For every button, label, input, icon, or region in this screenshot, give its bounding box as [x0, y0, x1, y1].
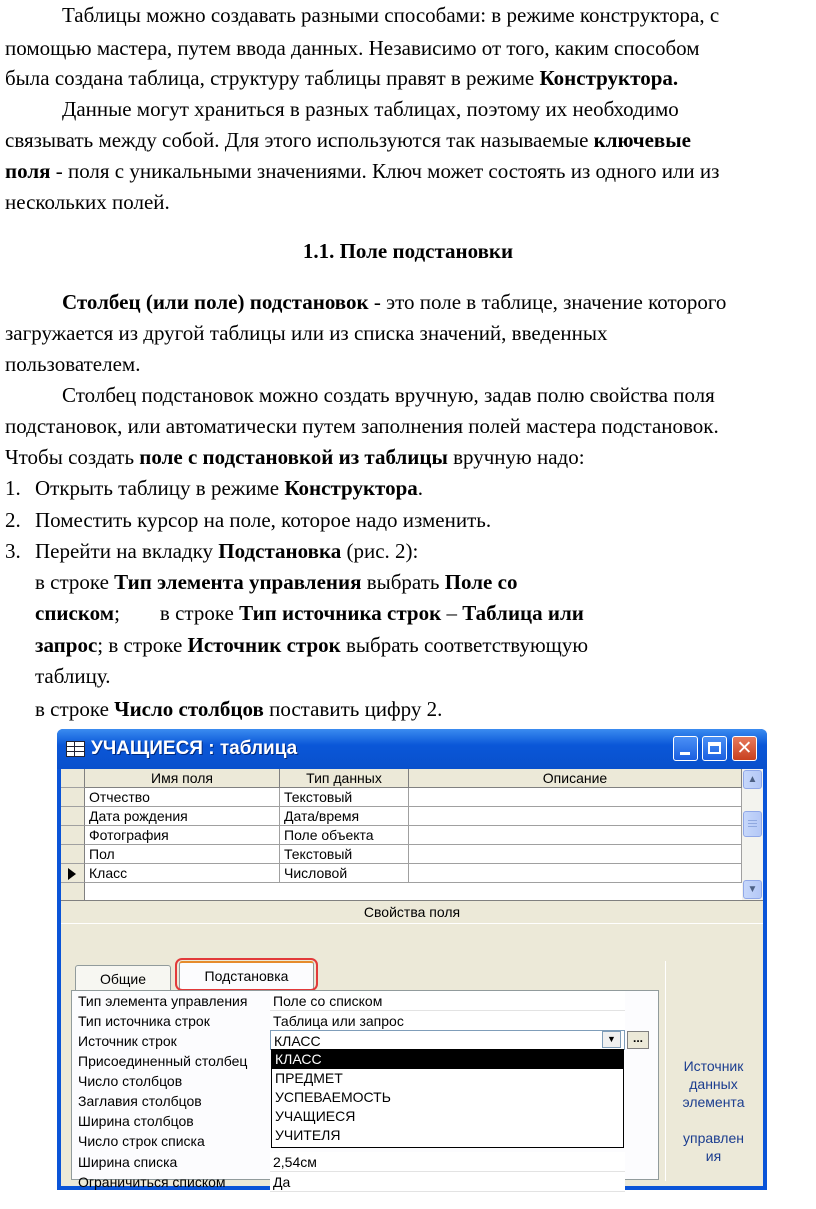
paragraph-4-line-3: Чтобы создать поле с подстановкой из таблицы вручную надо: [5, 445, 585, 469]
current-row-pointer-icon [68, 868, 76, 880]
table-row[interactable]: Текстовый [280, 788, 409, 807]
dropdown-option[interactable]: ПРЕДМЕТ [275, 1070, 343, 1086]
table-row[interactable]: Дата рождения [85, 807, 280, 826]
row-source-dropdown-list [271, 1049, 624, 1148]
property-label: Число столбцов [78, 1073, 183, 1089]
tab-general[interactable]: Общие [75, 965, 171, 991]
property-label: Тип источника строк [78, 1013, 210, 1029]
minimize-button[interactable] [673, 736, 698, 761]
paragraph-3-line-2: загружается из другой таблицы или из списка значений, введенных [5, 321, 608, 345]
table-row[interactable] [409, 826, 742, 845]
scroll-thumb[interactable] [743, 811, 762, 837]
table-row[interactable]: Пол [85, 845, 280, 864]
window-titlebar[interactable] [57, 729, 767, 769]
column-header-data-type[interactable]: Тип данных [280, 769, 409, 788]
maximize-icon [708, 742, 721, 754]
list-item: 3. Перейти на вкладку Подстановка (рис. 2): [5, 539, 419, 563]
paragraph-4-line-2: подстановок, или автоматически путем заполнения полей мастера подстановок. [5, 414, 719, 438]
table-row[interactable] [409, 788, 742, 807]
sub-step-line-1: в строке Тип элемента управления выбрать Поле со [35, 570, 518, 594]
row-source-value: КЛАСС [274, 1033, 321, 1049]
grid-corner[interactable] [61, 769, 85, 788]
table-row[interactable]: Числовой [280, 864, 409, 883]
property-value[interactable]: 2,54см [270, 1152, 625, 1172]
property-label: Присоединенный столбец [78, 1053, 248, 1069]
property-value[interactable]: Таблица или запрос [270, 1011, 625, 1031]
property-label: Тип элемента управления [78, 993, 248, 1009]
table-row[interactable]: Отчество [85, 788, 280, 807]
paragraph-1-line-2: помощью мастера, путем ввода данных. Независимо от того, каким способом [5, 36, 700, 60]
property-label: Источник строк [78, 1033, 177, 1049]
close-button[interactable] [732, 736, 757, 761]
dropdown-option[interactable]: КЛАСС [272, 1050, 623, 1069]
sub-step-line-5: в строке Число столбцов поставить цифру 2. [35, 697, 443, 721]
table-row[interactable]: Дата/время [280, 807, 409, 826]
column-header-description[interactable]: Описание [409, 769, 742, 788]
list-item: 1. Открыть таблицу в режиме Конструктора. [5, 476, 424, 500]
row-selector[interactable] [61, 807, 85, 826]
dropdown-option[interactable]: УЧАЩИЕСЯ [275, 1108, 356, 1124]
property-label: Заглавия столбцов [78, 1093, 202, 1109]
row-selector[interactable] [61, 788, 85, 807]
property-value[interactable]: Да [270, 1172, 625, 1192]
dropdown-option[interactable]: УЧИТЕЛЯ [275, 1127, 341, 1143]
field-properties-label: Свойства поля [61, 900, 763, 924]
row-source-combobox[interactable] [270, 1030, 625, 1050]
table-row[interactable] [409, 864, 742, 883]
row-selector[interactable] [61, 883, 85, 900]
paragraph-2-line-2: связывать между собой. Для этого используются так называемые ключевые [5, 128, 691, 152]
sub-step-line-2: списком; в строке Тип источника строк – Таблица или [35, 601, 584, 625]
row-selector[interactable] [61, 845, 85, 864]
maximize-button[interactable] [702, 736, 727, 761]
sub-step-line-4: таблицу. [35, 664, 111, 688]
property-label: Ширина списка [78, 1154, 178, 1170]
property-help-text: Источник данных элемента управлен ия [682, 1058, 745, 1164]
table-icon [66, 741, 85, 757]
window-title: УЧАЩИЕСЯ : таблица [91, 738, 298, 759]
window-client [61, 769, 763, 1190]
table-row[interactable] [409, 807, 742, 826]
list-item: 2. Поместить курсор на поле, которое надо изменить. [5, 508, 492, 532]
tab-lookup[interactable]: Подстановка [179, 961, 314, 991]
dropdown-arrow-icon[interactable]: ▼ [602, 1031, 621, 1048]
table-row[interactable]: Текстовый [280, 845, 409, 864]
minimize-icon [680, 752, 690, 755]
paragraph-2-line-3: поля - поля с уникальными значениями. Ключ может состоять из одного или из [5, 159, 720, 183]
grid-scrollbar[interactable] [742, 769, 763, 900]
paragraph-1-line-3: была создана таблица, структуру таблицы правят в режиме Конструктора. [5, 66, 679, 90]
property-value[interactable]: Поле со списком [270, 991, 625, 1011]
current-row-selector[interactable] [61, 864, 85, 883]
property-help-panel [665, 961, 761, 1181]
table-row[interactable] [409, 845, 742, 864]
field-grid [61, 769, 763, 900]
column-header-field-name[interactable]: Имя поля [85, 769, 280, 788]
property-label: Ширина столбцов [78, 1113, 194, 1129]
row-selector[interactable] [61, 826, 85, 845]
paragraph-2-line-1: Данные могут храниться в разных таблицах, поэтому их необходимо [62, 97, 679, 121]
access-table-window [57, 729, 767, 1190]
table-row[interactable]: Поле объекта [280, 826, 409, 845]
property-label: Число строк списка [78, 1133, 205, 1149]
paragraph-3-line-3: пользователем. [5, 352, 141, 376]
table-row[interactable]: Фотография [85, 826, 280, 845]
paragraph-1-line-1: Таблицы можно создавать разными способами: в режиме конструктора, с [62, 3, 720, 27]
sub-step-line-3: запрос; в строке Источник строк выбрать соответствующую [35, 633, 589, 657]
builder-button[interactable]: ... [627, 1031, 649, 1049]
paragraph-3-line-1: Столбец (или поле) подстановок - это поле в таблице, значение которого [62, 290, 727, 314]
lookup-tab-highlight [175, 958, 318, 991]
paragraph-2-line-4: нескольких полей. [5, 190, 170, 214]
close-icon: ✕ [736, 738, 753, 759]
scroll-down-button[interactable]: ▼ [743, 880, 762, 899]
scroll-up-button[interactable]: ▲ [743, 770, 762, 789]
table-row[interactable]: Класс [85, 864, 280, 883]
dropdown-option[interactable]: УСПЕВАЕМОСТЬ [275, 1089, 391, 1105]
section-heading: 1.1. Поле подстановки [302, 239, 514, 263]
paragraph-4-line-1: Столбец подстановок можно создать вручную, задав полю свойства поля [62, 383, 715, 407]
property-label: Ограничиться списком [78, 1174, 226, 1190]
